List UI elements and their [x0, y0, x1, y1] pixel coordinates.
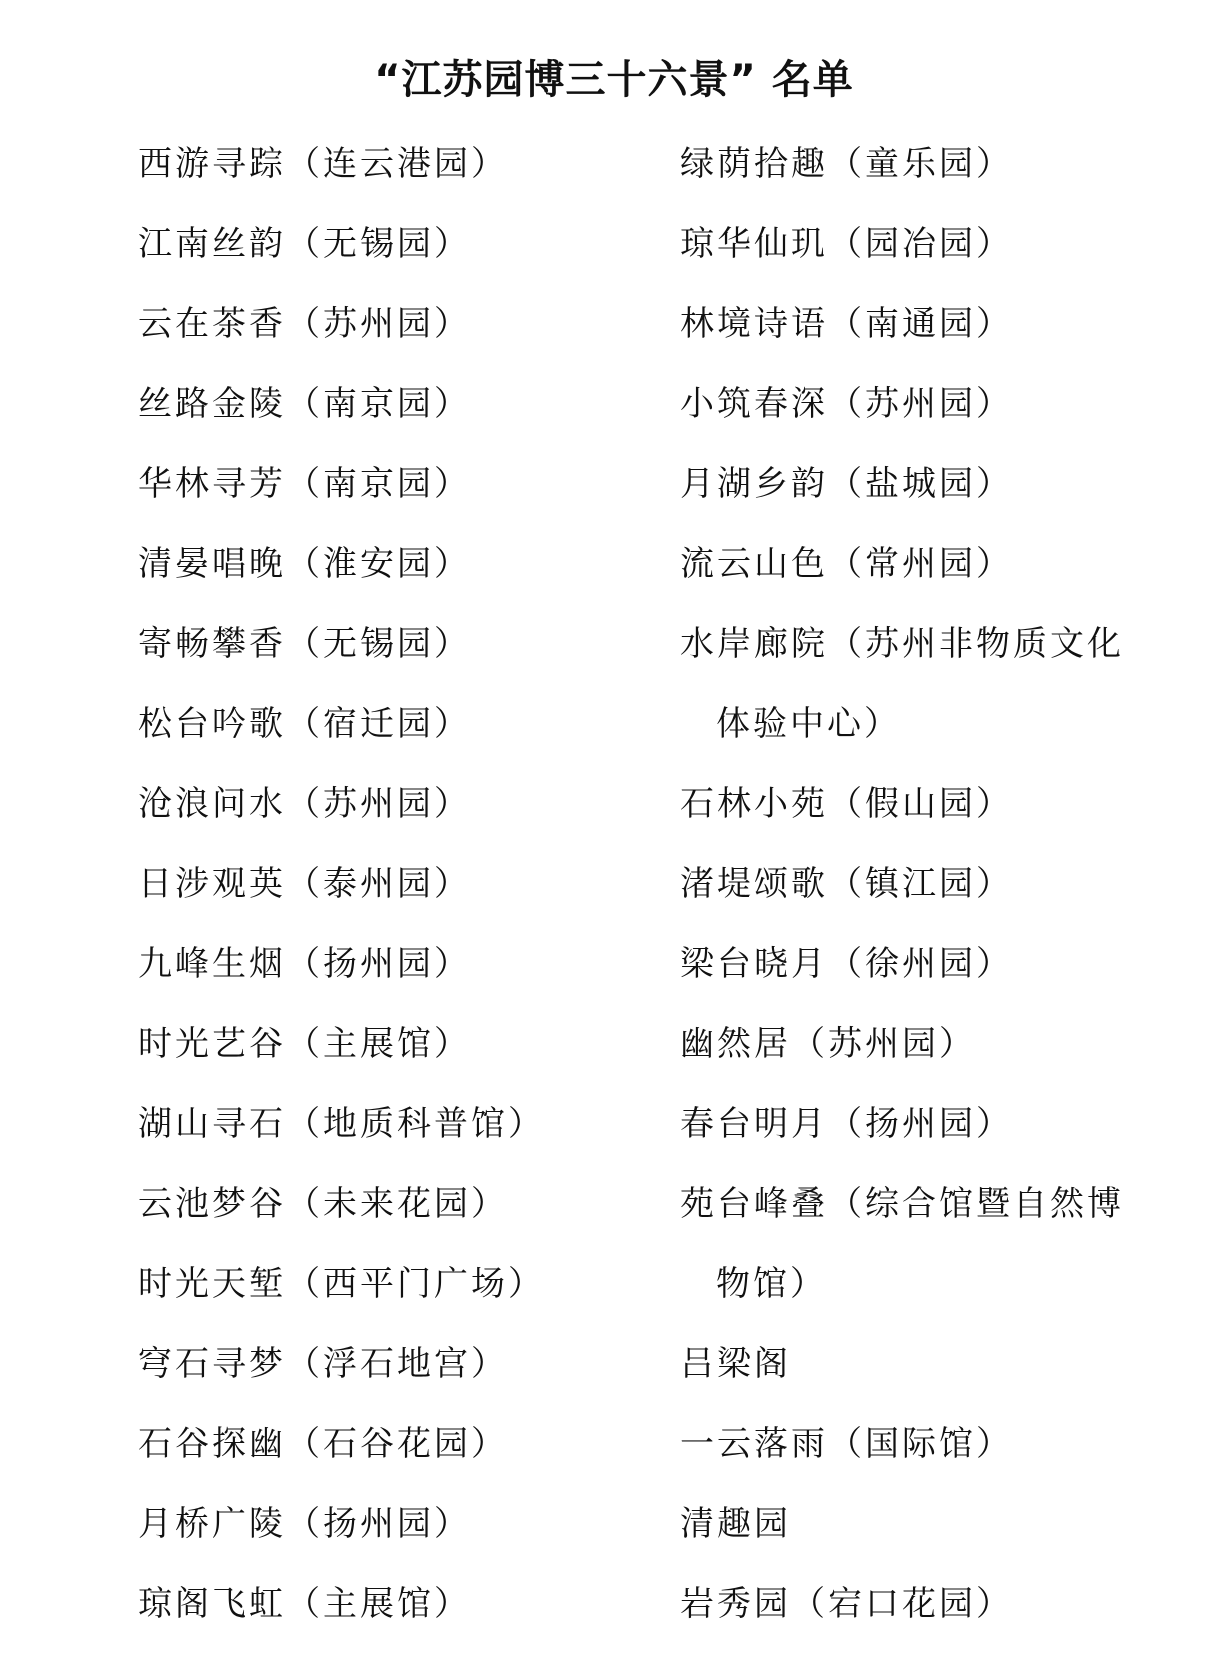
list-item: 清晏唱晚（淮安园） — [138, 544, 471, 584]
list-item-continuation: 体验中心） — [716, 704, 901, 744]
list-item: 吕梁阁 — [680, 1344, 791, 1384]
list-item: 春台明月（扬州园） — [680, 1104, 1013, 1144]
list-item: 苑台峰叠（综合馆暨自然博 — [680, 1184, 1124, 1224]
list-item: 月桥广陵（扬州园） — [138, 1504, 471, 1544]
list-item: 穹石寻梦（浮石地宫） — [138, 1344, 508, 1384]
list-item: 林境诗语（南通园） — [680, 304, 1013, 344]
list-item: 西游寻踪（连云港园） — [138, 144, 508, 184]
right-column — [680, 124, 1180, 1644]
list-item: 湖山寻石（地质科普馆） — [138, 1104, 545, 1144]
list-item: 松台吟歌（宿迁园） — [138, 704, 471, 744]
list-item: 石谷探幽（石谷花园） — [138, 1424, 508, 1464]
list-item: 日涉观英（泰州园） — [138, 864, 471, 904]
list-item: 梁台晓月（徐州园） — [680, 944, 1013, 984]
list-item: 岩秀园（宕口花园） — [680, 1584, 1013, 1624]
list-item: 时光天堑（西平门广场） — [138, 1264, 545, 1304]
left-column — [138, 124, 658, 1644]
list-item: 一云落雨（国际馆） — [680, 1424, 1013, 1464]
list-item: 流云山色（常州园） — [680, 544, 1013, 584]
list-item: 水岸廊院（苏州非物质文化 — [680, 624, 1124, 664]
list-item: 琼华仙玑（园冶园） — [680, 224, 1013, 264]
list-item: 幽然居（苏州园） — [680, 1024, 976, 1064]
list-item: 云在茶香（苏州园） — [138, 304, 471, 344]
list-item: 石林小苑（假山园） — [680, 784, 1013, 824]
document-title: “江苏园博三十六景” 名单 — [374, 57, 854, 103]
list-item: 沧浪问水（苏州园） — [138, 784, 471, 824]
list-item-continuation: 物馆） — [716, 1264, 827, 1304]
list-item: 华林寻芳（南京园） — [138, 464, 471, 504]
list-item: 丝路金陵（南京园） — [138, 384, 471, 424]
list-item: 月湖乡韵（盐城园） — [680, 464, 1013, 504]
list-item: 绿荫拾趣（童乐园） — [680, 144, 1013, 184]
list-item: 时光艺谷（主展馆） — [138, 1024, 471, 1064]
list-item: 清趣园 — [680, 1504, 791, 1544]
list-item: 江南丝韵（无锡园） — [138, 224, 471, 264]
list-item: 九峰生烟（扬州园） — [138, 944, 471, 984]
list-item: 渚堤颂歌（镇江园） — [680, 864, 1013, 904]
list-item: 小筑春深（苏州园） — [680, 384, 1013, 424]
list-item: 寄畅攀香（无锡园） — [138, 624, 471, 664]
list-item: 云池梦谷（未来花园） — [138, 1184, 508, 1224]
list-item: 琼阁飞虹（主展馆） — [138, 1584, 471, 1624]
